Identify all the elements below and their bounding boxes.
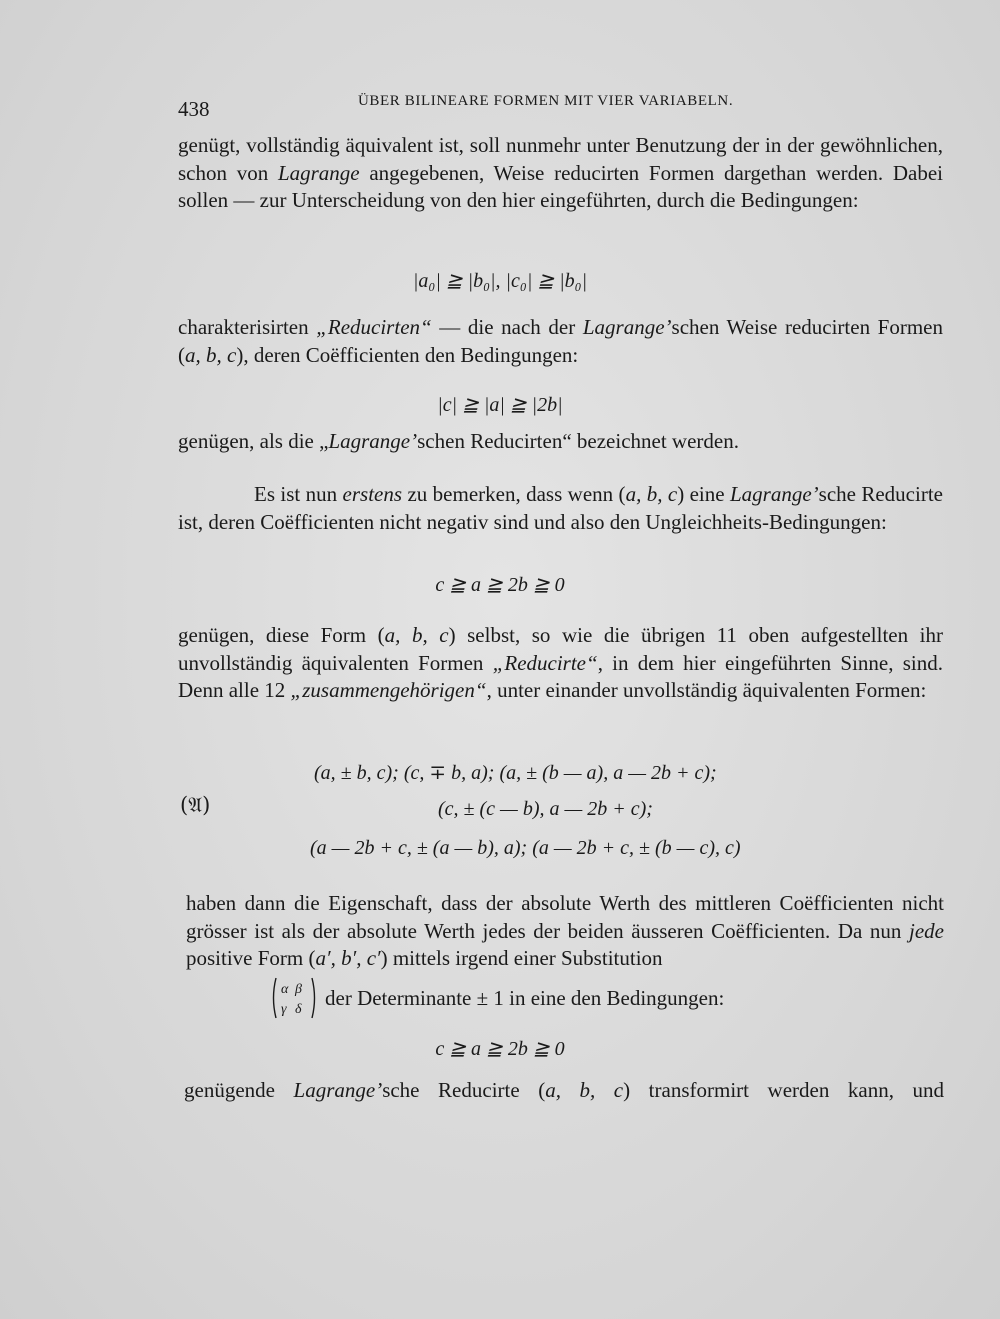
text: sche Reducirte ( [382,1078,546,1102]
math-condition-2: |c| ≧ |a| ≧ |2b| [437,394,563,416]
emphasis: Lagrange’ [729,482,819,506]
paragraph-4 [178,481,943,536]
text: ) transformirt werden kann, und [623,1078,944,1102]
text: genügen, als die „ [178,429,329,453]
text: ) mittels irgend einer Substitution [380,946,663,970]
emphasis: Lagrange’ [293,1078,383,1102]
page-header [178,93,948,123]
emphasis: „Reducirten“ [316,315,432,339]
emphasis: Lagrange [277,160,360,185]
emphasis: jede [909,918,944,943]
text: — die nach der [431,315,583,339]
emphasis: a, b, c [185,342,237,367]
right-paren [312,978,315,1018]
emphasis: „Reducirte“ [492,650,598,675]
math-condition-1: |a₀| ≧ |b₀|, |c₀| ≧ |b₀| [412,270,588,292]
emphasis: erstens [342,482,403,506]
matrix-beta: β [295,982,302,997]
text: , in dem hier eingeführten Sinne, sind. Denn alle 12 [178,650,943,702]
text: Es ist nun [254,482,343,506]
equation-row-2: (c, ± (c — b), a — 2b + c); [438,798,653,820]
emphasis: Lagrange’ [582,315,672,339]
equation-label: (𝔄) [180,793,211,817]
paragraph-5 [178,622,943,705]
page-number: 438 [178,97,210,121]
left-paren [274,978,277,1018]
emphasis: Lagrange’ [328,429,418,453]
text: schen Weise reducirten Formen ( [178,315,943,367]
emphasis: a, b, c [545,1078,624,1102]
paragraph-3 [178,428,943,456]
paragraph-6 [186,890,944,973]
matrix-alpha: α [281,982,289,997]
emphasis: „zusammengehörigen“ [290,678,487,702]
substitution-matrix [270,975,318,1021]
emphasis: a, b, c [625,482,678,506]
math-condition-4: c ≧ a ≧ 2b ≧ 0 [435,1038,565,1060]
paragraph-1 [178,132,943,215]
text: positive Form ( [186,946,316,970]
text: genügende [184,1078,294,1102]
text: schen Reducirten“ bezeichnet werden. [417,429,739,453]
text: zu bemerken, dass wenn ( [402,482,626,506]
text: ) eine [677,482,730,506]
paragraph-2 [178,314,943,369]
text: genügt, vollständig äquivalent ist, soll nunmehr unter Benutzung der in der gewöhnlichen, schon von [178,133,943,185]
text: ) selbst, so wie die übrigen 11 oben aufgestellten ihr unvollständig äquivalenten Formen [178,623,943,675]
paragraph-6-tail: der Determinante ± 1 in eine den Bedingungen: [325,986,725,1010]
running-title: ÜBER BILINEARE FORMEN MIT VIER VARIABELN. [358,93,734,109]
matrix-gamma: γ [281,1002,287,1017]
text: genügen, diese Form ( [178,623,385,647]
equation-row-3: (a — 2b + c, ± (a — b), a); (a — 2b + c, ± (b — c), c) [310,837,741,859]
matrix-delta: δ [295,1002,302,1017]
emphasis: a, b, c [384,623,449,647]
equation-row-1: (a, ± b, c); (c, ∓ b, a); (a, ± (b — a), a — 2b + c); [314,762,717,784]
text: , unter einander unvollständig äquivalenten Formen: [486,678,927,702]
math-condition-3: c ≧ a ≧ 2b ≧ 0 [435,574,565,596]
emphasis: a′, b′, c′ [315,946,381,970]
text: sche Reducirte ist, deren Coëfficienten nicht negativ sind und also den Ungleichheits-Bedingungen: [178,482,943,534]
text: ), deren Coëfficienten den Bedingungen: [236,342,579,367]
paragraph-7 [184,1078,944,1103]
text: angegebenen, Weise reducirten Formen dargethan werden. Dabei sollen — zur Unterscheidung von den hier eingeführten, durch die Bedingungen: [178,160,944,212]
text: haben dann die Eigenschaft, dass der absolute Werth des mittleren Coëfficienten nicht grösser ist als der absolute Werth jedes der beiden äusseren Coëfficienten. Da nun [186,891,944,943]
text: charakterisirten [178,315,317,339]
